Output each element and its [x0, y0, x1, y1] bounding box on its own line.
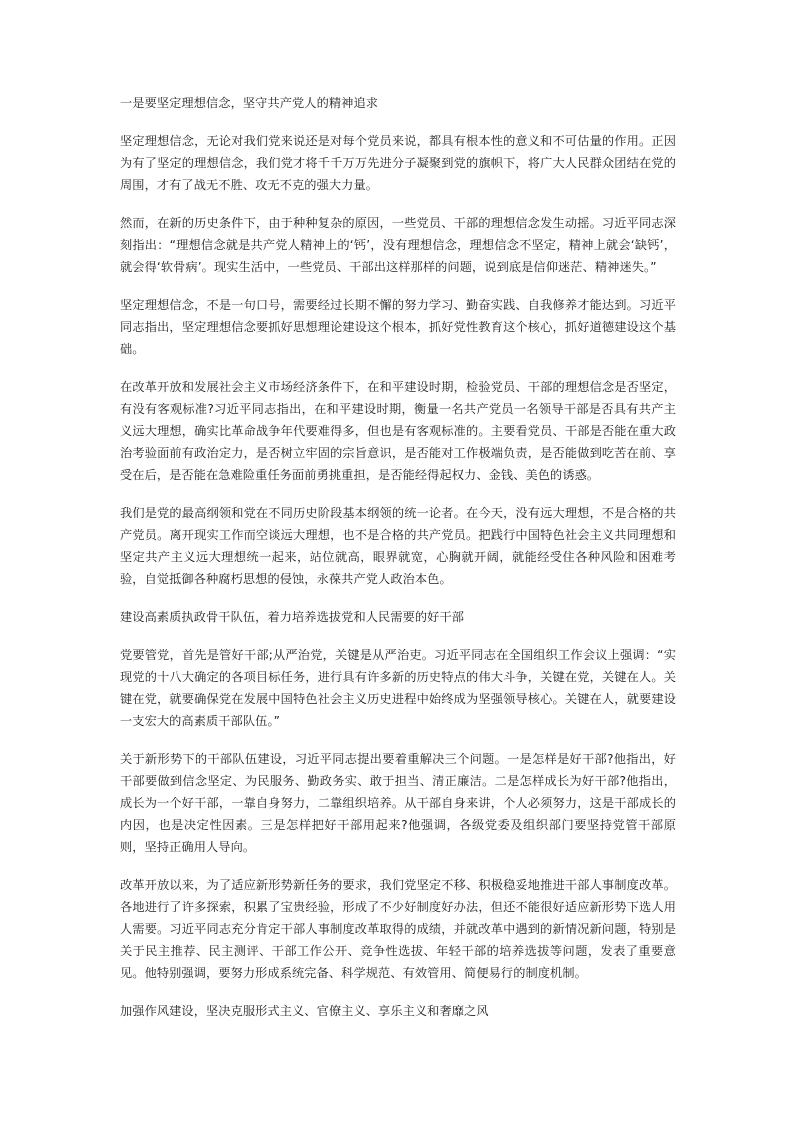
body-paragraph: 在改革开放和发展社会主义市场经济条件下，在和平建设时期，检验党员、干部的理想信念是否坚定，有没有客观标准?习近平同志指出，在和平建设时期，衡量一名共产党员一名领导干部是否具有共产主义远大理想，确实比革命战争年代要难得多，但也是有客观标准的。主要看党员、干部是否能在重大政治考验面前有政治定力，是否树立牢固的宗旨意识，是否能对工作极端负责，是否能做到吃苦在前、享受在后，是否能在急难险重任务面前勇挑重担，是否能经得起权力、金钱、美色的诱惑。: [120, 380, 676, 482]
body-paragraph: 关于新形势下的干部队伍建设，习近平同志提出要着重解决三个问题。一是怎样是好干部?他指出，好干部要做到信念坚定、为民服务、勤政务实、敢于担当、清正廉洁。二是怎样成长为好干部?他指出，成长为一个好干部，一靠自身努力，二靠组织培养。从干部自身来讲，个人必须努力，这是干部成长的内因，也是决定性因素。三是怎样把好干部用起来?他强调，各级党委及组织部门要坚持党管干部原则，坚持正确用人导向。: [120, 752, 676, 854]
section-heading: 建设高素质执政骨干队伍，着力培养选拔党和人民需要的好干部: [120, 610, 465, 624]
section-heading: 加强作风建设，坚决克服形式主义、官僚主义、享乐主义和奢靡之风: [120, 1004, 489, 1018]
section-heading: 一是要坚定理想信念，坚守共产党人的精神追求: [120, 96, 379, 110]
body-paragraph: 我们是党的最高纲领和党在不同历史阶段基本纲领的统一论者。在今天，没有远大理想，不是合格的共产党员。离开现实工作而空谈远大理想，也不是合格的共产党员。把践行中国特色社会主义共同理想和坚定共产主义远大理想统一起来，站位就高，眼界就宽，心胸就开阔，就能经受住各种风险和困难考验，自觉抵御各种腐朽思想的侵蚀，永葆共产党人政治本色。: [120, 506, 676, 586]
body-paragraph: 改革开放以来，为了适应新形势新任务的要求，我们党坚定不移、积极稳妥地推进干部人事制度改革。各地进行了许多探索，积累了宝贵经验，形成了不少好制度好办法，但还不能很好适应新形势下选人用人需要。习近平同志充分肯定干部人事制度改革取得的成绩，并就改革中遇到的新情况新问题，特别是关于民主推荐、民主测评、干部工作公开、竞争性选拔、年轻干部的培养选拔等问题，发表了重要意见。他特别强调，要努力形成系统完备、科学规范、有效管用、简便易行的制度机制。: [120, 878, 676, 980]
body-paragraph: 党要管党，首先是管好干部;从严治党，关键是从严治吏。习近平同志在全国组织工作会议上强调：“实现党的十八大确定的各项目标任务，进行具有许多新的历史特点的伟大斗争，关键在党，关键在人。关键在党，就要确保党在发展中国特色社会主义历史进程中始终成为坚强领导核心。关键在人，就要建设一支宏大的高素质干部队伍。”: [120, 648, 676, 728]
body-paragraph: 然而，在新的历史条件下，由于种种复杂的原因，一些党员、干部的理想信念发生动摇。习近平同志深刻指出：“理想信念就是共产党人精神上的‘钙’，没有理想信念，理想信念不坚定，精神上就会‘缺钙’，就会得‘软骨病’。现实生活中，一些党员、干部出这样那样的问题，说到底是信仰迷茫、精神迷失。”: [120, 216, 676, 274]
body-paragraph: 坚定理想信念，不是一句口号，需要经过长期不懈的努力学习、勤奋实践、自我修养才能达到。习近平同志指出，坚定理想信念要抓好思想理论建设这个根本，抓好党性教育这个核心，抓好道德建设这个基础。: [120, 298, 676, 356]
document-body: [120, 92, 676, 1038]
body-paragraph: 坚定理想信念，无论对我们党来说还是对每个党员来说，都具有根本性的意义和不可估量的作用。正因为有了坚定的理想信念，我们党才将千千万万先进分子凝聚到党的旗帜下，将广大人民群众团结在党的周围，才有了战无不胜、攻无不克的强大力量。: [120, 134, 676, 192]
